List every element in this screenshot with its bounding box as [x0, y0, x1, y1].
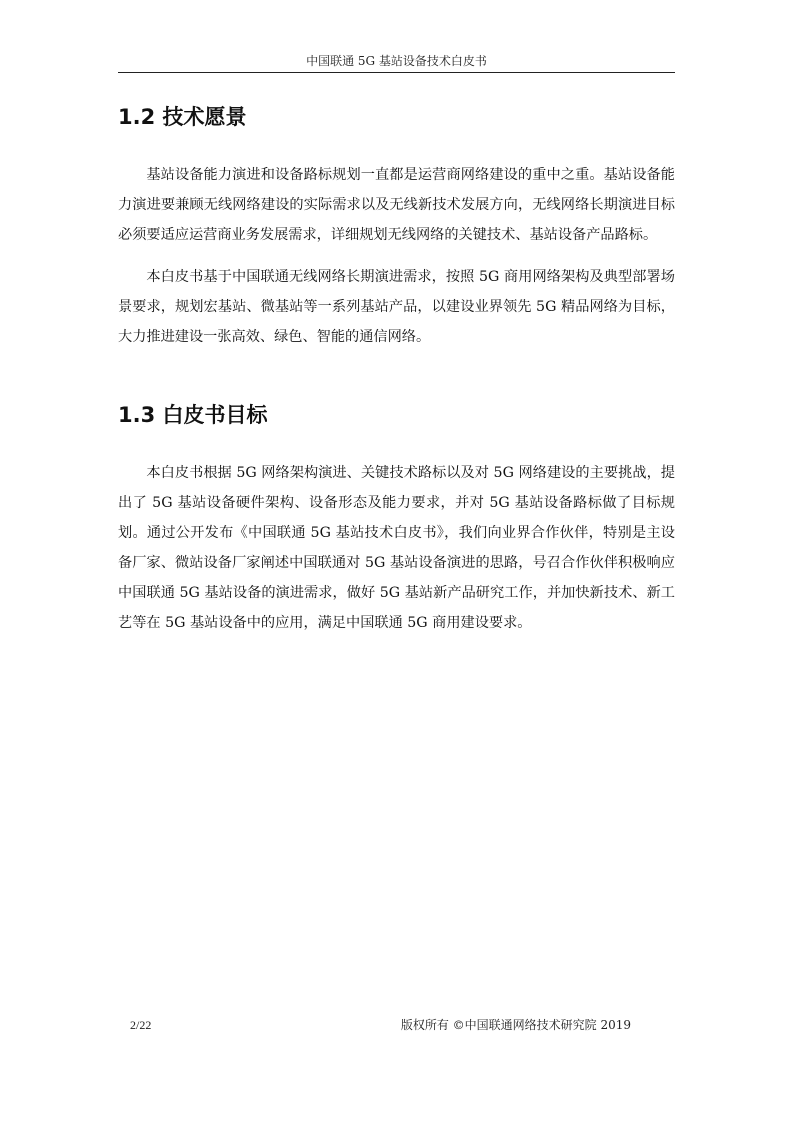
header-title: 中国联通 5G 基站设备技术白皮书 — [306, 54, 487, 68]
paragraph: 本白皮书基于中国联通无线网络长期演进需求，按照 5G 商用网络架构及典型部署场景要求，规划宏基站、微基站等一系列基站产品，以建设业界领先 5G 精品网络为目标，大力推进建设一张高效、绿色、智能的通信网络。 — [118, 269, 675, 345]
page-footer — [118, 1017, 675, 1033]
page-number: 2/22 — [130, 1018, 152, 1032]
section-title: 1.2 技术愿景 — [118, 105, 247, 129]
copyright-notice: 版权所有 ©中国联通网络技术研究院 2019 — [400, 1018, 631, 1032]
section-technical-vision — [118, 104, 675, 352]
page-header — [118, 54, 675, 73]
section-title: 1.3 白皮书目标 — [118, 403, 268, 427]
paragraph: 本白皮书根据 5G 网络架构演进、关键技术路标以及对 5G 网络建设的主要挑战，提出了 5G 基站设备硬件架构、设备形态及能力要求，并对 5G 基站设备路标做了目标规划。通过公开发布《中国联通 5G 基站技术白皮书》，我们向业界合作伙伴，特别是主设备厂家、微站设备厂家阐述中国联通对 5G 基站设备演进的思路，号召合作伙伴积极响应中国联通 5G 基站设备的演进需求，做好 5G 基站新产品研究工作，并加快新技术、新工艺等在 5G 基站设备中的应用，满足中国联通 5G 商用建设要求。 — [118, 465, 675, 631]
section-whitepaper-goals — [118, 402, 675, 638]
paragraph: 基站设备能力演进和设备路标规划一直都是运营商网络建设的重中之重。基站设备能力演进要兼顾无线网络建设的实际需求以及无线新技术发展方向，无线网络长期演进目标必须要适应运营商业务发展需求，详细规划无线网络的关键技术、基站设备产品路标。 — [118, 167, 675, 243]
